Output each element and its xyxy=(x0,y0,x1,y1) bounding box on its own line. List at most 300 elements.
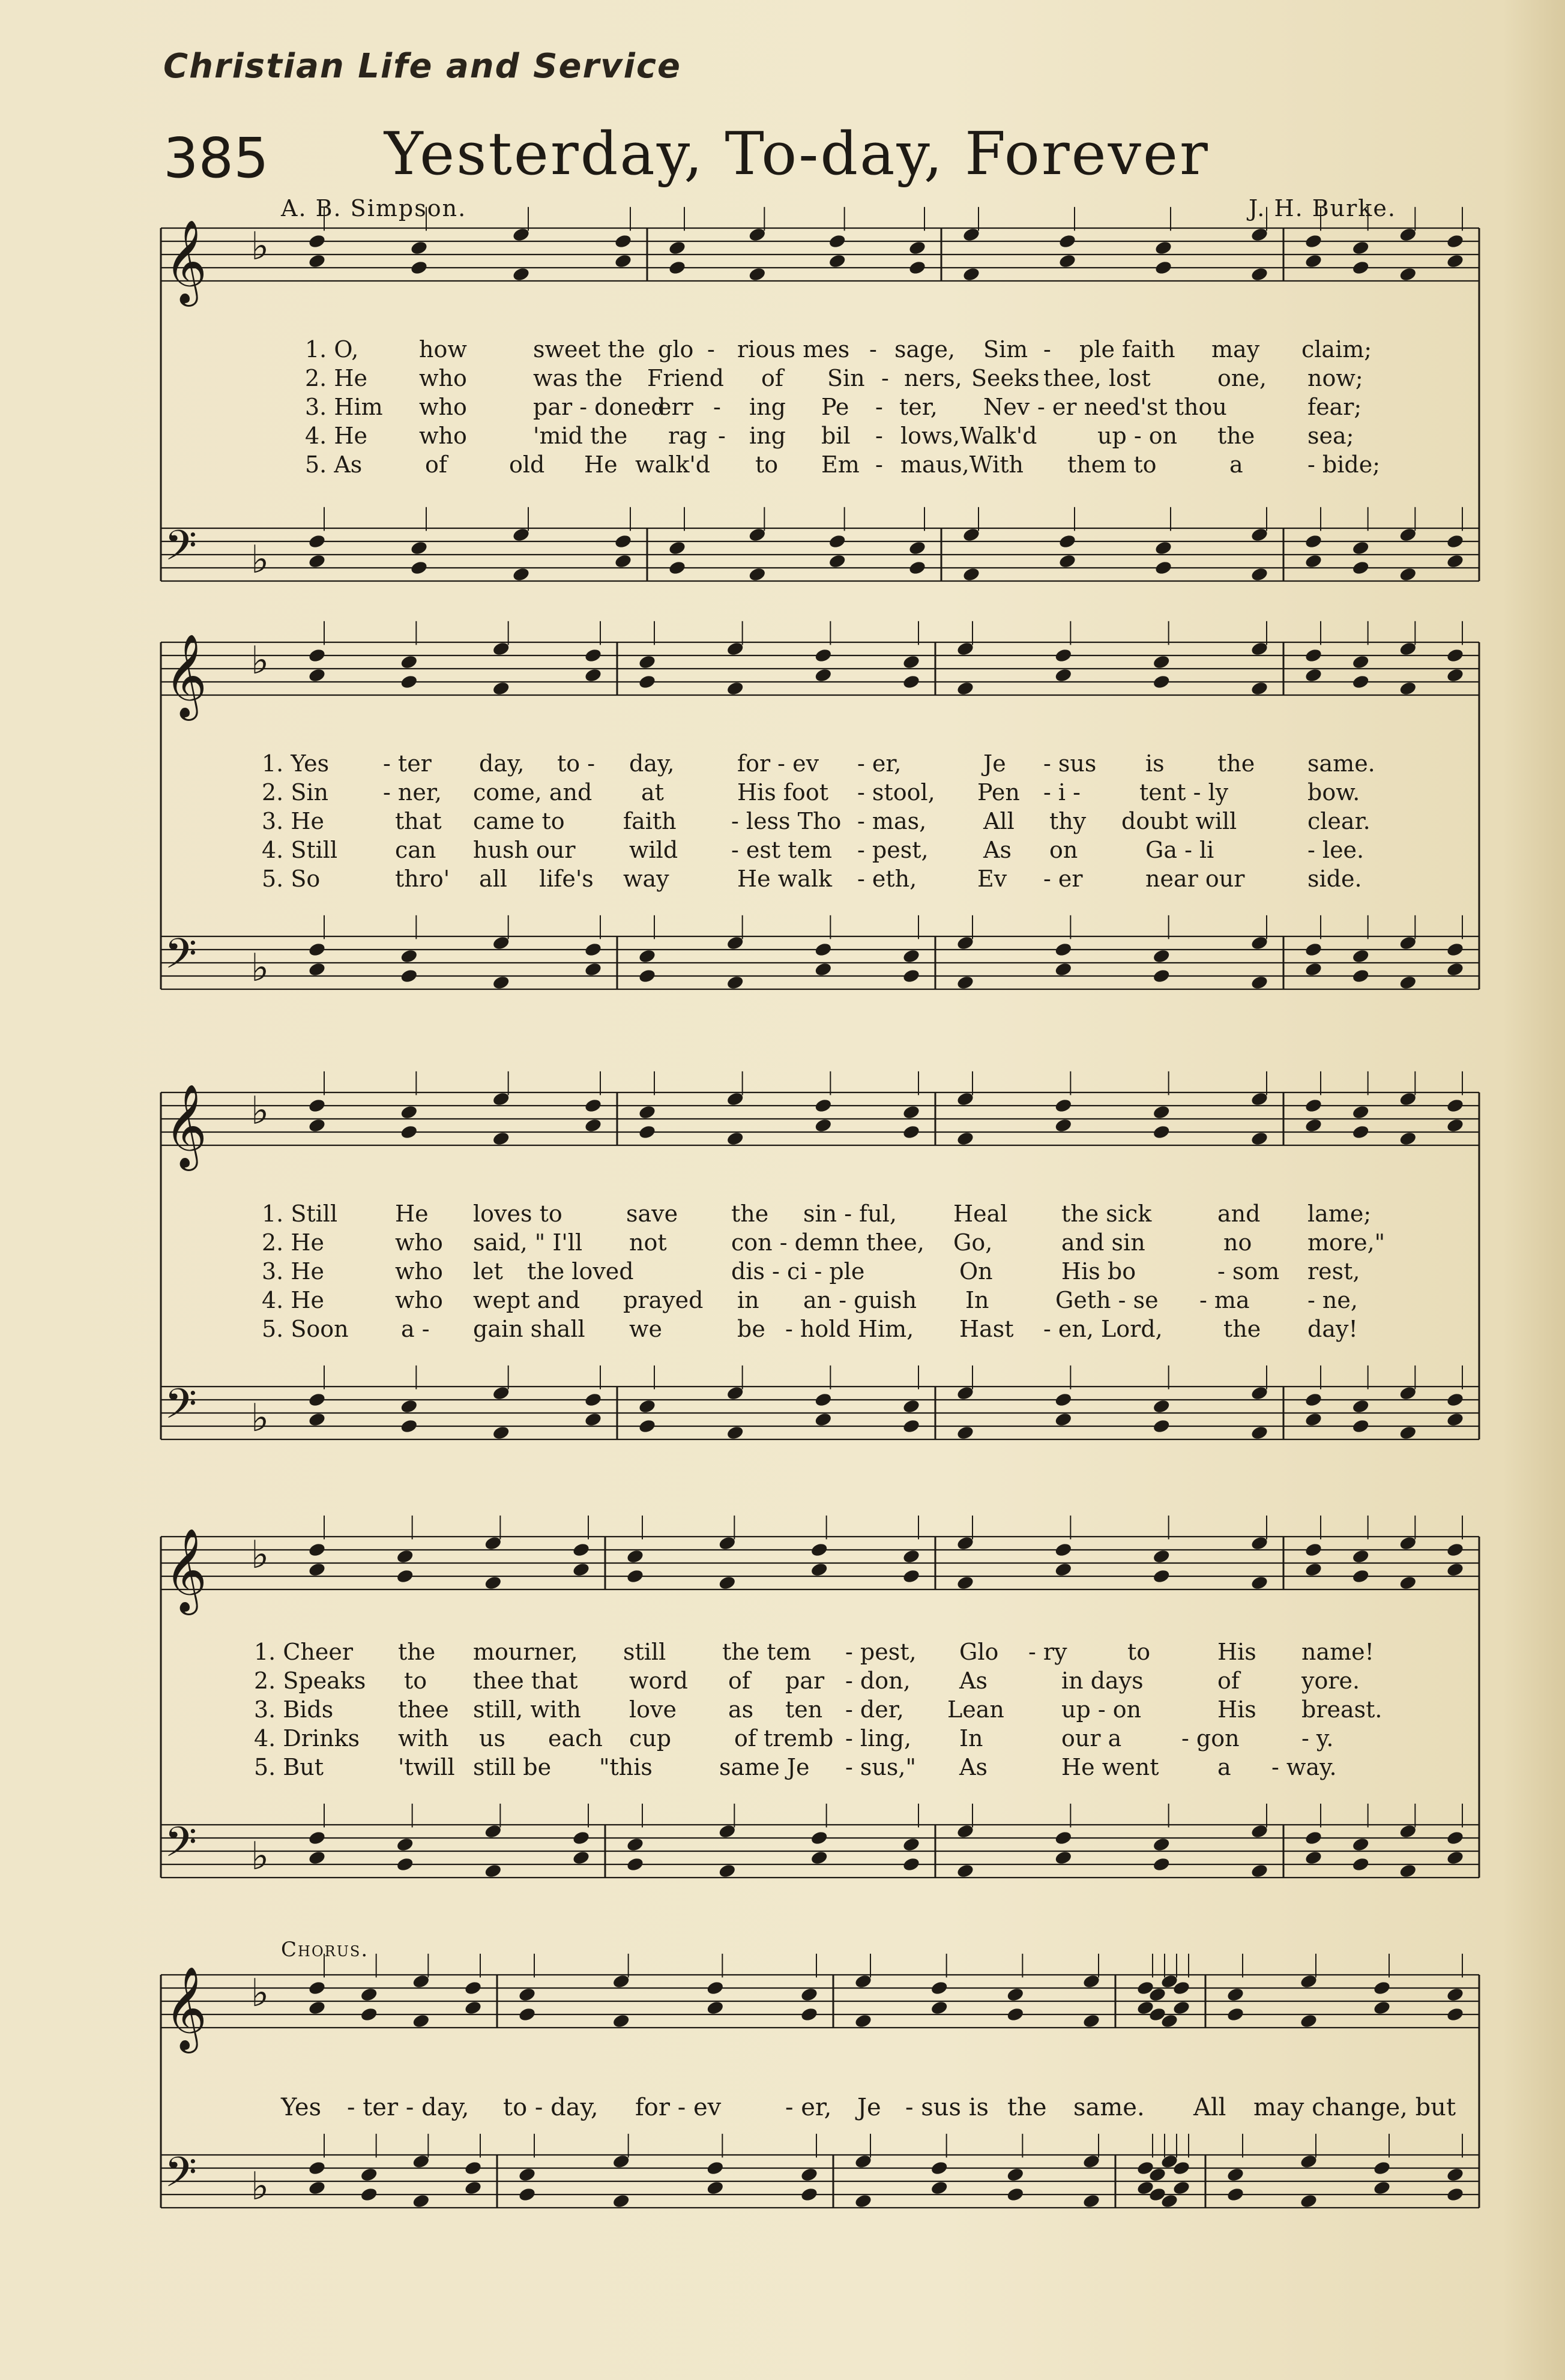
lyric-syllable: be xyxy=(737,1316,765,1342)
lyric-syllable: His bo xyxy=(1061,1258,1136,1285)
notehead xyxy=(638,968,657,984)
lyric-syllable: bow. xyxy=(1307,779,1360,806)
notehead xyxy=(726,1425,744,1441)
notehead xyxy=(1054,1098,1073,1113)
notehead xyxy=(1152,654,1171,670)
notehead xyxy=(1304,553,1323,569)
lyric-syllable: prayed xyxy=(623,1287,704,1313)
lyric-syllable: of xyxy=(1217,1668,1240,1694)
notehead xyxy=(492,681,510,696)
lyric-syllable: we xyxy=(629,1316,663,1342)
lyric-syllable: who xyxy=(419,365,467,391)
notehead xyxy=(1399,1575,1417,1591)
notehead xyxy=(410,540,429,556)
notehead xyxy=(410,240,429,256)
notehead xyxy=(638,1418,657,1434)
lyric-syllable: ners, xyxy=(904,365,962,391)
notehead xyxy=(1304,1830,1323,1846)
lyric-syllable: save xyxy=(626,1201,678,1227)
notehead xyxy=(726,641,744,657)
notehead xyxy=(1250,641,1269,657)
notehead xyxy=(1304,942,1323,957)
lyric-syllable: same Je xyxy=(719,1754,810,1780)
lyric-syllable: 4. He xyxy=(262,1287,324,1313)
notehead xyxy=(1006,1987,1025,2002)
lyric-syllable: - xyxy=(1043,336,1051,363)
lyric-syllable: 1. Cheer xyxy=(254,1639,354,1665)
lyric-syllable: con - demn thee, xyxy=(731,1229,924,1256)
notehead xyxy=(726,935,744,951)
notehead xyxy=(400,674,418,690)
notehead xyxy=(668,560,687,576)
lyric-syllable: a xyxy=(1217,1754,1231,1780)
notehead xyxy=(1300,2154,1318,2169)
notehead xyxy=(412,2154,430,2169)
lyric-syllable: faith xyxy=(623,808,677,834)
notehead xyxy=(584,962,603,977)
notehead xyxy=(962,267,981,282)
notehead xyxy=(726,1091,744,1107)
author-credit: A. B. Simpson. xyxy=(281,195,467,221)
notehead xyxy=(1304,1562,1323,1577)
notehead xyxy=(612,1974,630,1989)
lyric-syllable: of xyxy=(728,1668,750,1694)
lyric-syllable: Yes xyxy=(281,2094,322,2121)
lyric-syllable: - xyxy=(713,394,721,420)
lyric-syllable: breast. xyxy=(1301,1696,1383,1723)
lyric-syllable: still, with xyxy=(473,1696,581,1723)
notehead xyxy=(1446,2007,1465,2022)
lyric-syllable: the xyxy=(1007,2094,1047,2121)
notehead xyxy=(902,1549,921,1564)
notehead xyxy=(484,1575,502,1591)
lyric-syllable: 3. Him xyxy=(305,394,383,420)
notehead xyxy=(810,1830,828,1846)
verse-line xyxy=(161,1639,1479,1668)
lyric-syllable: lame; xyxy=(1307,1201,1372,1227)
notehead xyxy=(1250,1091,1269,1107)
lyric-syllable: let xyxy=(473,1258,503,1285)
notehead xyxy=(1399,1863,1417,1879)
verse-line xyxy=(161,1754,1479,1783)
lyric-syllable: As xyxy=(959,1668,988,1694)
lyric-syllable: - pest, xyxy=(857,837,929,863)
notehead xyxy=(512,527,531,543)
lyric-syllable: Ev xyxy=(977,866,1007,892)
lyric-syllable: sin - ful, xyxy=(803,1201,897,1227)
lyric-syllable: was the xyxy=(533,365,623,391)
notehead xyxy=(902,1124,921,1140)
notehead xyxy=(492,1131,510,1146)
notehead xyxy=(638,948,657,964)
lyric-syllable: bil xyxy=(821,423,851,449)
lyric-syllable: par xyxy=(785,1668,825,1694)
lyric-syllable: one, xyxy=(1217,365,1267,391)
notehead xyxy=(1446,962,1465,977)
lyric-syllable: clear. xyxy=(1307,808,1371,834)
notehead xyxy=(956,1824,975,1839)
notehead xyxy=(400,968,418,984)
lyric-syllable: Pe xyxy=(821,394,849,420)
lyric-syllable: the sick xyxy=(1061,1201,1152,1227)
lyric-syllable: to xyxy=(1127,1639,1151,1665)
lyric-syllable: 3. He xyxy=(262,808,324,834)
notehead xyxy=(1152,1104,1171,1120)
notehead xyxy=(1304,667,1323,683)
notehead xyxy=(902,1837,921,1852)
notehead xyxy=(308,1098,327,1113)
key-signature-flat-icon: ♭ xyxy=(251,639,270,683)
lyric-syllable: Friend xyxy=(647,365,724,391)
lyric-syllable: - er xyxy=(1043,866,1083,892)
lyric-syllable: us xyxy=(479,1725,505,1752)
lyric-syllable: ing xyxy=(749,394,786,420)
notehead xyxy=(1304,253,1323,269)
notehead xyxy=(930,2180,948,2196)
notehead xyxy=(726,1385,744,1401)
lyric-syllable: to xyxy=(755,451,779,478)
lyric-syllable: thro' xyxy=(395,866,450,892)
notehead xyxy=(638,674,657,690)
lyric-syllable: Geth - se xyxy=(1055,1287,1159,1313)
treble-clef-icon: 𝄞 xyxy=(164,1084,207,1167)
lyric-syllable: word xyxy=(629,1668,688,1694)
lyric-syllable: Je xyxy=(983,750,1006,777)
key-signature-flat-icon: ♭ xyxy=(251,1396,270,1441)
notehead xyxy=(828,253,846,269)
lyric-syllable: In xyxy=(965,1287,989,1313)
lyric-syllable: - ner, xyxy=(383,779,442,806)
notehead xyxy=(1054,1412,1073,1427)
notehead xyxy=(706,1980,725,1996)
notehead xyxy=(1054,942,1073,957)
notehead xyxy=(1304,1118,1323,1133)
treble-staff xyxy=(161,1071,1479,1171)
lyric-syllable: - som xyxy=(1217,1258,1280,1285)
lyric-syllable: ing xyxy=(749,423,786,449)
notehead xyxy=(1351,1418,1370,1434)
notehead xyxy=(1226,1987,1245,2002)
notehead xyxy=(1058,553,1077,569)
notehead xyxy=(800,2167,819,2183)
notehead xyxy=(1304,1392,1323,1408)
notehead xyxy=(956,1575,975,1591)
notehead xyxy=(1373,1980,1392,1996)
notehead xyxy=(1351,540,1370,556)
treble-staff xyxy=(161,1516,1479,1615)
lyric-syllable: a - xyxy=(401,1316,430,1342)
notehead xyxy=(308,1542,327,1558)
notehead xyxy=(1399,1131,1417,1146)
lyric-syllable: sea; xyxy=(1307,423,1354,449)
lyric-syllable: wild xyxy=(629,837,678,863)
notehead xyxy=(492,935,510,951)
lyric-syllable: as xyxy=(728,1696,754,1723)
lyric-syllable: ter, xyxy=(899,394,938,420)
notehead xyxy=(308,253,327,269)
key-signature-flat-icon: ♭ xyxy=(251,538,270,582)
lyric-syllable: Hast xyxy=(959,1316,1014,1342)
lyric-syllable: - ter xyxy=(383,750,432,777)
verse-line xyxy=(161,837,1479,866)
lyric-syllable: 1. O, xyxy=(305,336,359,363)
lyric-syllable: - i - xyxy=(1043,779,1081,806)
lyric-syllable: His xyxy=(1217,1639,1256,1665)
notehead xyxy=(1351,674,1370,690)
notehead xyxy=(956,1535,975,1551)
notehead xyxy=(512,567,531,582)
notehead xyxy=(1399,1824,1417,1839)
notehead xyxy=(1399,567,1417,582)
lyric-syllable: day, xyxy=(629,750,675,777)
lyric-syllable: who xyxy=(395,1258,443,1285)
notehead xyxy=(1226,2007,1245,2022)
lyric-syllable: - ling, xyxy=(845,1725,912,1752)
notehead xyxy=(902,968,921,984)
lyric-syllable: Je xyxy=(857,2094,881,2121)
lyric-syllable: - xyxy=(707,336,715,363)
lyric-syllable: - sus xyxy=(1043,750,1097,777)
notehead xyxy=(492,1091,510,1107)
notehead xyxy=(1006,2007,1025,2022)
bass-clef-icon: 𝄢 xyxy=(164,929,198,988)
notehead xyxy=(1446,2187,1465,2202)
notehead xyxy=(810,1542,828,1558)
notehead xyxy=(396,1857,414,1872)
notehead xyxy=(828,534,846,549)
notehead xyxy=(1152,1124,1171,1140)
notehead xyxy=(1054,1830,1073,1846)
lyric-syllable: Glo xyxy=(959,1639,999,1665)
notehead xyxy=(828,553,846,569)
notehead xyxy=(396,1837,414,1852)
lyric-syllable: is xyxy=(1145,750,1165,777)
notehead xyxy=(1446,1392,1465,1408)
notehead xyxy=(400,1399,418,1414)
lyric-syllable: loves to xyxy=(473,1201,562,1227)
notehead xyxy=(612,2013,630,2029)
lyric-syllable: - ry xyxy=(1028,1639,1067,1665)
lyric-syllable: day! xyxy=(1307,1316,1358,1342)
lyric-syllable: side. xyxy=(1307,866,1362,892)
notehead xyxy=(614,553,633,569)
lyric-syllable: Em xyxy=(821,451,860,478)
notehead xyxy=(1351,1549,1370,1564)
verse-line xyxy=(161,1229,1479,1258)
verse-line xyxy=(161,808,1479,837)
notehead xyxy=(584,667,603,683)
lyric-syllable: - hold Him, xyxy=(785,1316,914,1342)
notehead xyxy=(1446,253,1465,269)
bass-staff xyxy=(161,2134,1479,2209)
composer-credit: J. H. Burke. xyxy=(1249,195,1396,221)
lyric-syllable: no xyxy=(1223,1229,1252,1256)
notehead xyxy=(400,948,418,964)
lyric-syllable: 4. He xyxy=(305,423,367,449)
notehead xyxy=(1351,240,1370,256)
verse-line xyxy=(161,779,1479,808)
bass-staff xyxy=(161,1366,1479,1441)
bass-clef-icon: 𝄢 xyxy=(164,2148,198,2207)
notehead xyxy=(1304,962,1323,977)
lyric-syllable: - stool, xyxy=(857,779,935,806)
notehead xyxy=(668,540,687,556)
notehead xyxy=(1172,2000,1191,2016)
lyric-syllable: all xyxy=(479,866,507,892)
notehead xyxy=(360,2007,378,2022)
verse-line xyxy=(161,451,1479,480)
notehead xyxy=(1250,1824,1269,1839)
notehead xyxy=(1304,648,1323,663)
lyric-syllable: to - day, xyxy=(503,2094,599,2121)
lyric-syllable: - xyxy=(718,423,726,449)
verse-line xyxy=(161,1696,1479,1725)
lyric-syllable: 1. Yes xyxy=(262,750,330,777)
lyric-syllable: 2. He xyxy=(305,365,367,391)
notehead xyxy=(492,1385,510,1401)
notehead xyxy=(464,1980,483,1996)
notehead xyxy=(956,1131,975,1146)
key-signature-flat-icon: ♭ xyxy=(251,224,270,269)
notehead xyxy=(1152,1568,1171,1584)
notehead xyxy=(400,1418,418,1434)
lyric-syllable: who xyxy=(395,1229,443,1256)
key-signature-flat-icon: ♭ xyxy=(251,946,270,990)
notehead xyxy=(1446,1412,1465,1427)
notehead xyxy=(748,267,767,282)
lyric-syllable: an - guish xyxy=(803,1287,917,1313)
lyric-syllable: may xyxy=(1211,336,1260,363)
notehead xyxy=(718,1575,737,1591)
notehead xyxy=(308,1850,327,1866)
notehead xyxy=(638,1399,657,1414)
notehead xyxy=(1154,240,1173,256)
lyric-syllable: sweet the xyxy=(533,336,645,363)
lyric-syllable: come, and xyxy=(473,779,593,806)
notehead xyxy=(1152,1857,1171,1872)
lyric-syllable: rest, xyxy=(1307,1258,1360,1285)
notehead xyxy=(396,1568,414,1584)
notehead xyxy=(572,1830,591,1846)
lyric-syllable: of tremb xyxy=(734,1725,834,1752)
notehead xyxy=(1351,260,1370,276)
notehead xyxy=(1250,1385,1269,1401)
lyric-syllable: 4. Still xyxy=(262,837,338,863)
lyric-syllable: - eth, xyxy=(857,866,917,892)
notehead xyxy=(814,1392,833,1408)
lyric-syllable: up - on xyxy=(1061,1696,1142,1723)
lyric-syllable: walk'd xyxy=(635,451,711,478)
lyric-syllable: 3. Bids xyxy=(254,1696,334,1723)
verse-line xyxy=(161,1201,1479,1229)
lyric-syllable: par - doned xyxy=(533,394,666,420)
notehead xyxy=(1250,527,1269,543)
notehead xyxy=(854,1974,873,1989)
notehead xyxy=(1446,1542,1465,1558)
notehead xyxy=(1304,1850,1323,1866)
treble-clef-icon: 𝄞 xyxy=(164,1528,207,1612)
verse-line xyxy=(161,1316,1479,1345)
lyric-syllable: thee, lost xyxy=(1043,365,1151,391)
notehead xyxy=(1152,1549,1171,1564)
lyric-syllable: came to xyxy=(473,808,565,834)
notehead xyxy=(828,233,846,249)
lyric-syllable: err xyxy=(658,394,693,420)
lyric-syllable: still xyxy=(623,1639,666,1665)
lyric-syllable: Sim xyxy=(983,336,1028,363)
notehead xyxy=(956,975,975,990)
lyric-syllable: As xyxy=(983,837,1012,863)
notehead xyxy=(1399,1425,1417,1441)
lyric-syllable: claim; xyxy=(1301,336,1372,363)
lyric-syllable: thee that xyxy=(473,1668,578,1694)
notehead xyxy=(612,2154,630,2169)
bass-staff xyxy=(161,507,1479,582)
notehead xyxy=(1250,1131,1269,1146)
notehead xyxy=(908,560,927,576)
lyric-syllable: now; xyxy=(1307,365,1363,391)
notehead xyxy=(410,560,429,576)
notehead xyxy=(1446,667,1465,683)
notehead xyxy=(668,260,687,276)
notehead xyxy=(614,534,633,549)
lyric-syllable: still be xyxy=(473,1754,552,1780)
notehead xyxy=(902,1104,921,1120)
lyric-syllable: 5. As xyxy=(305,451,363,478)
lyric-syllable: 5. Soon xyxy=(262,1316,349,1342)
notehead xyxy=(518,1987,537,2002)
notehead xyxy=(1399,681,1417,696)
notehead xyxy=(902,1857,921,1872)
notehead xyxy=(1154,560,1173,576)
notehead xyxy=(1054,1850,1073,1866)
notehead xyxy=(1399,227,1417,243)
notehead xyxy=(854,2193,873,2209)
notehead xyxy=(584,648,603,663)
notehead xyxy=(1373,2000,1392,2016)
notehead xyxy=(668,240,687,256)
lyric-syllable: that xyxy=(395,808,442,834)
notehead xyxy=(902,654,921,670)
notehead xyxy=(1446,942,1465,957)
notehead xyxy=(814,1098,833,1113)
lyric-syllable: to xyxy=(404,1668,427,1694)
notehead xyxy=(1373,2180,1392,2196)
notehead xyxy=(956,1091,975,1107)
bass-clef-icon: 𝄢 xyxy=(164,521,198,580)
key-signature-flat-icon: ♭ xyxy=(251,2165,270,2209)
lyric-syllable: glo xyxy=(658,336,694,363)
notehead xyxy=(1351,1837,1370,1852)
lyric-syllable: gain shall xyxy=(473,1316,585,1342)
verse-line xyxy=(161,750,1479,779)
notehead xyxy=(400,654,418,670)
bass-clef-icon: 𝄢 xyxy=(164,1379,198,1438)
notehead xyxy=(1006,2167,1025,2183)
lyric-syllable: He walk xyxy=(737,866,833,892)
notehead xyxy=(1054,1562,1073,1577)
verse-line xyxy=(161,1668,1479,1696)
notehead xyxy=(1154,260,1173,276)
notehead xyxy=(1351,968,1370,984)
lyric-syllable: and xyxy=(1217,1201,1261,1227)
notehead xyxy=(1226,2167,1245,2183)
lyric-syllable: - ma xyxy=(1199,1287,1250,1313)
lyric-syllable: wept and xyxy=(473,1287,580,1313)
key-signature-flat-icon: ♭ xyxy=(251,1089,270,1133)
notehead xyxy=(956,935,975,951)
notehead xyxy=(800,2007,819,2022)
